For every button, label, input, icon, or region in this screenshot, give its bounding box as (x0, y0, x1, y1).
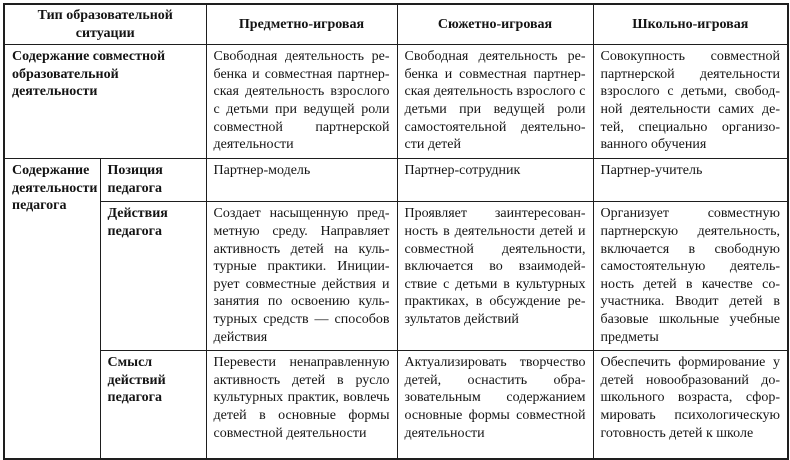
row-label-teacher-activity: Содержание деятельности педагога (4, 159, 100, 459)
cell-joint-plot-play: Свободная деятельность ребенка и совместная партнерская деятельность взрослого с детьми при ведущей роли самостоятельной деятельности детей (397, 45, 593, 159)
cell-actions-school-play: Организует совместную партнерскую деятельность, включается в свободную самостоятельную деятельность детей в качестве соучастника. Вводит детей в базовые школьные учебные предметы (593, 202, 788, 351)
header-subject-play: Предметно-игровая (206, 4, 397, 45)
cell-position-subject-play: Партнер-модель (206, 159, 397, 202)
cell-actions-subject-play: Создает насыщенную предметную среду. Направляет активность детей на культурные практики. Инициирует совместные действия и занятия по освоению культурных средств — способов действия (206, 202, 397, 351)
cell-meaning-school-play: Обеспечить формирование у детей новообразований дошкольного возраста, сформировать психологическую готовность детей к школе (593, 351, 788, 459)
table-header-row (4, 4, 788, 45)
header-situation-type: Тип образовательной ситуации (4, 4, 206, 45)
row-label-meaning: Смысл действий педагога (100, 351, 206, 459)
cell-meaning-subject-play: Перевести ненаправленную активность детей в русло культурных практик, вовлечь детей в основные формы совместной деятельности (206, 351, 397, 459)
row-label-position: Позиция педагога (100, 159, 206, 202)
cell-meaning-plot-play: Актуализировать творчество детей, оснастить образовательным содержанием основные формы совместной деятельности (397, 351, 593, 459)
education-situations-table (3, 3, 789, 460)
row-label-joint-content: Содержание совместной образовательной деятельности (4, 45, 206, 159)
cell-joint-school-play: Совокупность совместной партнерской деятельности взрослого с детьми, свободной деятельности самих детей, специально организованного обучения (593, 45, 788, 159)
row-joint-content (4, 45, 788, 159)
row-teacher-position (4, 159, 788, 202)
row-teacher-actions (4, 202, 788, 351)
cell-actions-plot-play: Проявляет заинтересованность в деятельности детей и совместной деятельности, включается во взаимодействие с детьми в культурных практиках, в обсуждение результатов действий (397, 202, 593, 351)
cell-joint-subject-play: Свободная деятельность ребенка и совместная партнерская деятельность взрослого с детьми при ведущей роли совместной партнерской деятельности (206, 45, 397, 159)
header-school-play: Школьно-игровая (593, 4, 788, 45)
header-plot-play: Сюжетно-игровая (397, 4, 593, 45)
row-label-actions: Действия педагога (100, 202, 206, 351)
cell-position-school-play: Партнер-учитель (593, 159, 788, 202)
cell-position-plot-play: Партнер-сотрудник (397, 159, 593, 202)
row-teacher-meaning (4, 351, 788, 459)
